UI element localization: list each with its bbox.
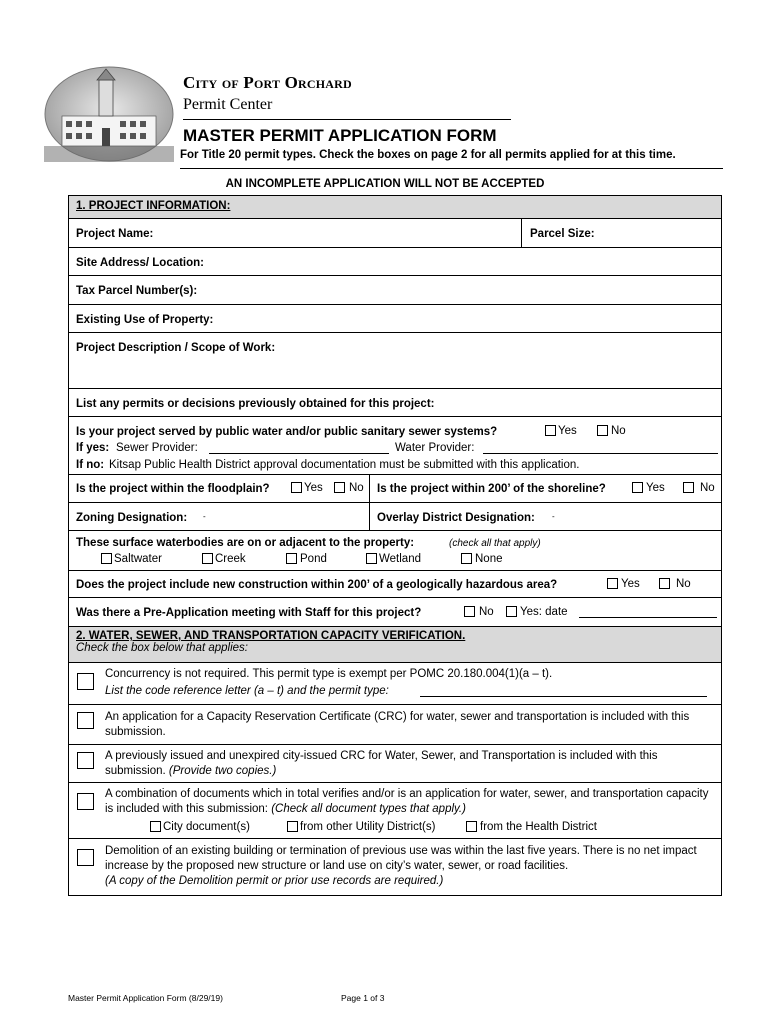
instructions-divider xyxy=(180,168,723,169)
preapp-no-checkbox[interactable] xyxy=(464,606,475,617)
waterbodies-question: These surface waterbodies are on or adjacent to the property: xyxy=(76,537,415,549)
overlay-select[interactable]: - xyxy=(552,512,555,521)
previous-permits-label: List any permits or decisions previously obtained for this project: xyxy=(76,398,435,410)
preapp-no-label: No xyxy=(479,606,494,618)
option-existing-crc-row xyxy=(69,745,721,783)
shoreline-question: Is the project within 200’ of the shoreline? xyxy=(377,483,606,495)
if-yes-label: If yes: xyxy=(76,442,110,454)
preapp-question: Was there a Pre-Application meeting with Staff for this project? xyxy=(76,607,422,619)
demolition-checkbox[interactable] xyxy=(77,849,94,866)
combination-text: A combination of documents which in total verifies and/or is an application for water, sewer, and transportation capacity is included with this submission: xyxy=(105,788,709,815)
if-no-text: Kitsap Public Health District approval documentation must be submitted with this application. xyxy=(109,459,580,471)
overlay-label: Overlay District Designation: xyxy=(377,512,535,524)
pond-checkbox[interactable] xyxy=(286,553,297,564)
existing-crc-paragraph xyxy=(105,749,713,779)
section2-hint: Check the box below that applies: xyxy=(76,642,248,654)
floodplain-question: Is the project within the floodplain? xyxy=(76,483,270,495)
cell-divider xyxy=(369,503,370,530)
water-sewer-no-label: No xyxy=(611,425,626,437)
water-provider-label: Water Provider: xyxy=(395,442,475,454)
existing-crc-checkbox[interactable] xyxy=(77,752,94,769)
hazard-no-label: No xyxy=(676,578,691,590)
section2-title: 2. WATER, SEWER, AND TRANSPORTATION CAPACITY VERIFICATION. xyxy=(76,630,466,642)
project-description-label: Project Description / Scope of Work: xyxy=(76,342,276,354)
demolition-text: Demolition of an existing building or termination of previous use was within the last five years. There is no net impact increase by the proposed new structure or land use on city’s water, sewer, or road facilities. xyxy=(105,845,697,872)
saltwater-label: Saltwater xyxy=(114,553,162,565)
hazard-row xyxy=(69,571,721,598)
option-exempt-row xyxy=(69,663,721,705)
site-address-row[interactable] xyxy=(69,248,721,276)
waterbodies-hint: (check all that apply) xyxy=(449,538,541,549)
crc-application-text: An application for a Capacity Reservation Certificate (CRC) for water, sewer and transportation is included with this submission. xyxy=(105,711,690,738)
hazard-yes-label: Yes xyxy=(621,578,640,590)
zoning-select[interactable]: - xyxy=(203,512,206,521)
cell-divider xyxy=(521,219,522,247)
zoning-overlay-row xyxy=(69,503,721,531)
preapp-yes-date-label: Yes: date xyxy=(520,606,568,618)
preapp-date-field[interactable] xyxy=(579,606,717,618)
previous-permits-row[interactable] xyxy=(69,389,721,417)
combination-checkbox[interactable] xyxy=(77,793,94,810)
combination-note: (Check all document types that apply.) xyxy=(271,803,466,815)
sewer-provider-label: Sewer Provider: xyxy=(116,442,198,454)
waterbodies-row xyxy=(69,531,721,571)
exempt-reference-label: List the code reference letter (a – t) and the permit type: xyxy=(105,685,389,697)
shoreline-yes-checkbox[interactable] xyxy=(632,482,643,493)
permit-center-subtitle: Permit Center xyxy=(183,96,273,113)
project-name-row[interactable] xyxy=(69,219,721,248)
utility-district-label: from other Utility District(s) xyxy=(300,821,436,833)
wetland-label: Wetland xyxy=(379,553,421,565)
floodplain-shoreline-row xyxy=(69,475,721,503)
floodplain-yes-checkbox[interactable] xyxy=(291,482,302,493)
utility-district-checkbox[interactable] xyxy=(287,821,298,832)
section1-title: 1. PROJECT INFORMATION: xyxy=(76,200,231,212)
exempt-text: Concurrency is not required. This permit type is exempt per POMC 20.180.004(1)(a – t). xyxy=(105,668,553,680)
cell-divider xyxy=(369,475,370,502)
demolition-paragraph xyxy=(105,844,713,889)
city-hall-seal-logo xyxy=(44,66,174,162)
creek-checkbox[interactable] xyxy=(202,553,213,564)
header-divider xyxy=(183,119,511,120)
health-district-label: from the Health District xyxy=(480,821,597,833)
site-address-label: Site Address/ Location: xyxy=(76,257,205,269)
preapp-yes-checkbox[interactable] xyxy=(506,606,517,617)
exempt-reference-field[interactable] xyxy=(420,685,707,697)
shoreline-no-checkbox[interactable] xyxy=(683,482,694,493)
existing-crc-text: A previously issued and unexpired city-issued CRC for Water, Sewer, and Transportation is included with this submission. xyxy=(105,750,658,777)
floodplain-no-checkbox[interactable] xyxy=(334,482,345,493)
form-instructions: For Title 20 permit types. Check the boxes on page 2 for all permits applied for at this time. xyxy=(180,149,676,161)
tax-parcel-label: Tax Parcel Number(s): xyxy=(76,285,198,297)
incomplete-warning: AN INCOMPLETE APPLICATION WILL NOT BE ACCEPTED xyxy=(225,178,545,190)
shoreline-yes-label: Yes xyxy=(646,482,665,494)
city-documents-checkbox[interactable] xyxy=(150,821,161,832)
project-name-label: Project Name: xyxy=(76,228,154,240)
floodplain-no-label: No xyxy=(349,482,364,494)
shoreline-no-label: No xyxy=(700,482,715,494)
hazard-yes-checkbox[interactable] xyxy=(607,578,618,589)
existing-crc-note: (Provide two copies.) xyxy=(168,765,277,777)
tax-parcel-row[interactable] xyxy=(69,276,721,305)
none-label: None xyxy=(475,553,503,565)
permit-form xyxy=(68,195,722,896)
option-crc-application-row xyxy=(69,705,721,745)
water-sewer-yes-label: Yes xyxy=(558,425,577,437)
water-provider-field[interactable] xyxy=(483,442,718,454)
water-sewer-no-checkbox[interactable] xyxy=(597,425,608,436)
existing-use-row[interactable] xyxy=(69,305,721,333)
zoning-label: Zoning Designation: xyxy=(76,512,188,524)
option-demolition-row xyxy=(69,839,721,895)
demolition-note: (A copy of the Demolition permit or prior use records are required.) xyxy=(105,875,444,887)
saltwater-checkbox[interactable] xyxy=(101,553,112,564)
preapp-row xyxy=(69,598,721,627)
combination-paragraph xyxy=(105,787,713,817)
creek-label: Creek xyxy=(215,553,246,565)
section2-header xyxy=(69,627,721,663)
crc-application-checkbox[interactable] xyxy=(77,712,94,729)
none-checkbox[interactable] xyxy=(461,553,472,564)
water-sewer-row xyxy=(69,417,721,475)
wetland-checkbox[interactable] xyxy=(366,553,377,564)
footer-page-number: Page 1 of 3 xyxy=(341,993,385,1003)
footer-form-version: Master Permit Application Form (8/29/19) xyxy=(68,993,223,1003)
form-title: MASTER PERMIT APPLICATION FORM xyxy=(183,126,497,145)
section1-header xyxy=(69,196,721,219)
option-combination-row xyxy=(69,783,721,839)
water-sewer-yes-checkbox[interactable] xyxy=(545,425,556,436)
parcel-size-label: Parcel Size: xyxy=(530,228,595,240)
project-description-row[interactable] xyxy=(69,333,721,389)
existing-use-label: Existing Use of Property: xyxy=(76,314,214,326)
floodplain-yes-label: Yes xyxy=(304,482,323,494)
if-no-label: If no: xyxy=(76,459,105,471)
health-district-checkbox[interactable] xyxy=(466,821,477,832)
exempt-checkbox[interactable] xyxy=(77,673,94,690)
city-documents-label: City document(s) xyxy=(163,821,250,833)
city-name: City of Port Orchard xyxy=(183,73,352,92)
sewer-provider-field[interactable] xyxy=(209,442,389,454)
pond-label: Pond xyxy=(300,553,327,565)
hazard-no-checkbox[interactable] xyxy=(659,578,670,589)
hazard-question: Does the project include new construction within 200’ of a geologically hazardous area? xyxy=(76,579,558,591)
water-sewer-question: Is your project served by public water and/or public sanitary sewer systems? xyxy=(76,426,498,438)
